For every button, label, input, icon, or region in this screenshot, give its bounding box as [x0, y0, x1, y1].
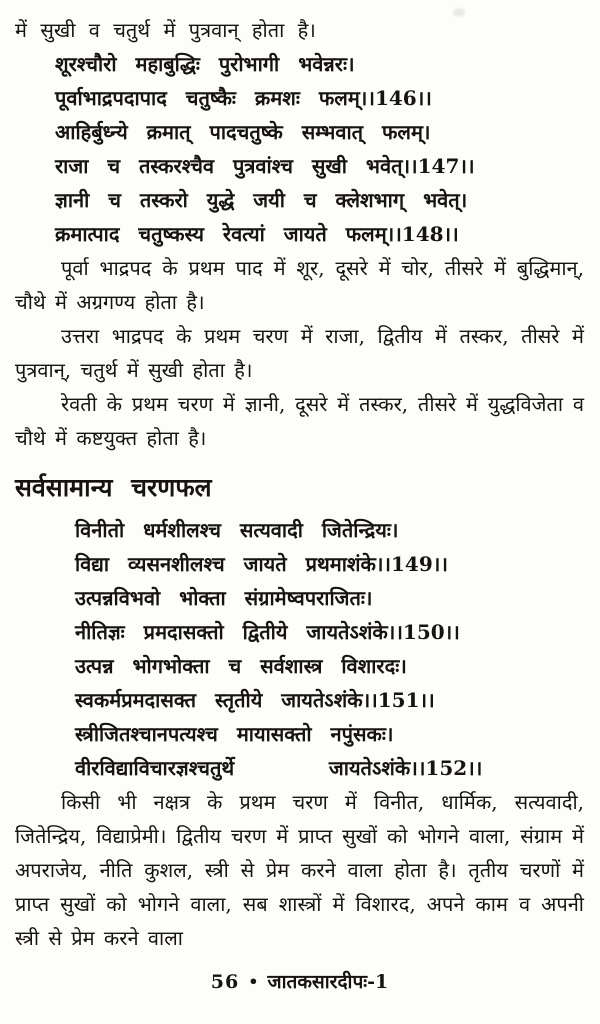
verse-line-152a: स्त्रीजितश्चानपत्यश्च मायासक्तो नपुंसकः। — [75, 722, 394, 746]
scan-artifact — [453, 8, 465, 17]
verse-line-151b: स्वकर्मप्रमदासक्त स्तृतीये जायतेऽशंके।।151।। — [75, 688, 435, 712]
verse-line-147b: राजा च तस्करश्चैव पुत्रवांश्च सुखी भवेत्।।147।। — [55, 154, 475, 178]
section-heading: सर्वसामान्य चरणफल — [15, 473, 212, 502]
verse-line-150b: नीतिज्ञः प्रमदासक्तो द्वितीये जायतेऽशंके।।150।। — [75, 620, 460, 644]
verse-line-148b: क्रमात्पाद चतुष्कस्य रेवत्यां जायते फलम्।।148।। — [55, 222, 459, 246]
paragraph-revati: रेवती के प्रथम चरण में ज्ञानी, दूसरे में तस्कर, तीसरे में युद्धविजेता व चौथे में कष्टयुक्त होता है। — [15, 392, 584, 450]
paragraph-purva-bhadrapada: पूर्वा भाद्रपद के प्रथम पाद में शूर, दूसरे में चोर, तीसरे में बुद्धिमान्, चौथे में अग्रगण्य होता है। — [15, 256, 584, 314]
page-number: 56 — [210, 971, 240, 993]
shloka-block-146-148 — [15, 47, 584, 251]
shloka-block-149-152 — [15, 513, 584, 785]
verse-line-147a: आहिर्बुध्न्ये क्रमात् पादचतुष्के सम्भवात् फलम्। — [55, 120, 431, 144]
footer-bullet: • — [248, 972, 259, 991]
verse-line-151a: उत्पन्न भोगभोक्ता च सर्वशास्त्र विशारदः। — [75, 654, 407, 678]
verse-line-150a: उत्पन्नविभवो भोक्ता संग्रामेष्वपराजितः। — [75, 586, 373, 610]
verse-line-152b: वीरविद्याविचारज्ञश्चतुर्थे जायतेऽशंके।।152।। — [75, 756, 483, 780]
book-title: जातकसारदीपः-1 — [267, 971, 389, 993]
paragraph-uttara-bhadrapada: उत्तरा भाद्रपद के प्रथम चरण में राजा, द्वितीय में तस्कर, तीसरे में पुत्रवान्, चतुर्थ में सुखी होता है। — [15, 324, 584, 382]
page-footer — [15, 967, 584, 997]
intro-continuation-line: में सुखी व चतुर्थ में पुत्रवान् होता है। — [15, 18, 316, 42]
verse-line-148a: ज्ञानी च तस्करो युद्धे जयी च क्लेशभाग् भवेत्। — [55, 188, 468, 212]
verse-line-149b: विद्या व्यसनशीलश्च जायते प्रथमाशंके।।149।। — [75, 552, 448, 576]
verse-line-146a: शूरश्चौरो महाबुद्धिः पुरोभागी भवेन्नरः। — [55, 52, 355, 76]
verse-line-149a: विनीतो धर्मशीलश्च सत्यवादी जितेन्द्रियः। — [75, 518, 399, 542]
paragraph-charan-phal: किसी भी नक्षत्र के प्रथम चरण में विनीत, धार्मिक, सत्यवादी, जितेन्द्रिय, विद्याप्रेमी। द्वितीय चरण में प्राप्त सुखों को भोगने वाला, संग्राम में अपराजेय, नीति कुशल, स्त्री से प्रेम करने वाला होता है। तृतीय चरणों में प्राप्त सुखों को भोगने वाला, सब शास्त्रों में विशारद, अपने काम व अपनी स्त्री से प्रेम करने वाला — [15, 790, 584, 950]
verse-line-146b: पूर्वाभाद्रपदापाद चतुष्कैः क्रमशः फलम्।।146।। — [55, 86, 432, 110]
